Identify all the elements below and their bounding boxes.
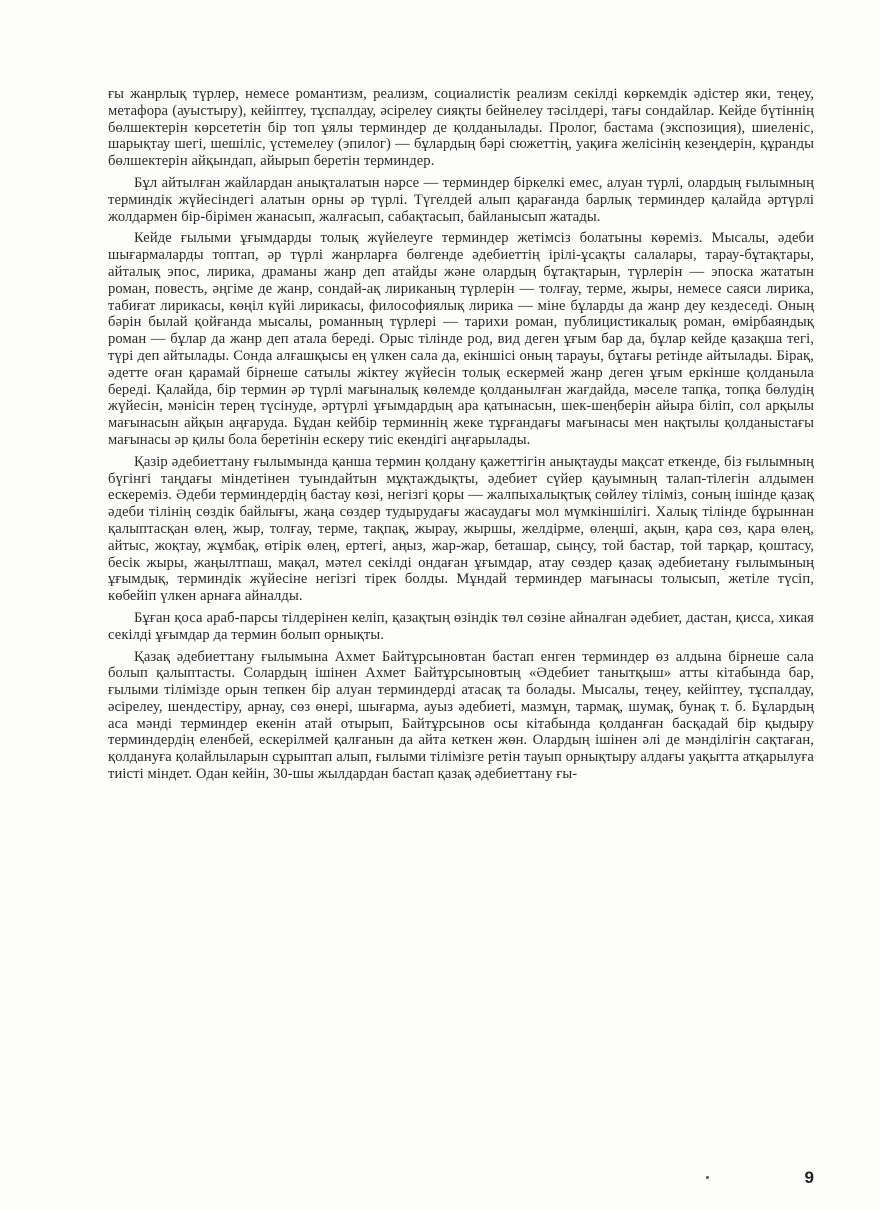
print-speck xyxy=(706,1176,709,1179)
paragraph-6: Қазақ әдебиеттану ғылымына Ахмет Байтұрсыновтан бастап енген терминдер өз алдына бірнеше сала болып қалыптасты. Солардың ішінен Ахмет Байтұрсыновтың «Әдебиет танытқыш» атты кітабында бар, ғылыми тілімізде орын тепкен бір алуан терминдерді атасақ та болады. Мысалы, теңеу, кейіптеу, тұспалдау, әсірелеу, шендестіру, арнау, сөз өнері, шығарма, ауыз әдебиеті, мазмұн, тармақ, шумақ, бунақ т. б. Бұлардың аса мәнді терминдер екенін атай отырып, Байтұрсынов осы кітабында қолданған басқадай бір қыдыру терминдердің еленбей, ескерілмей қалғанын да айта кеткен жөн. Олардың ішінен әлі де мәнділігін сақтаған, қолдануға қолайлыларын сұрыптап алып, ғылыми тілімізге ретін тауып орнықтыру алдағы уақытта атқарылуға тиісті міндет. Одан кейін, 30-шы жылдардан бастап қазақ әдебиеттану ғы- xyxy=(108,648,814,783)
paragraph-2: Бұл айтылған жайлардан анықталатын нәрсе — терминдер біркелкі емес, алуан түрлі, олардың ғылымның терминдік жүйесіндегі алатын орны әр түрлі. Түгелдей алып қарағанда барлық терминдер қалайда әртүрлі жолдармен бір-бірімен жанасып, жалғасып, сабақтасып, байланысып жатады. xyxy=(108,174,814,225)
paragraph-5: Бұған қоса араб-парсы тілдерінен келіп, қазақтың өзіндік төл сөзіне айналған әдебиет, дастан, қисса, хикая секілді ұғымдар да термин болып орнықты. xyxy=(108,609,814,643)
page-number: 9 xyxy=(804,1168,814,1187)
paragraph-4: Қазір әдебиеттану ғылымында қанша термин қолдану қажеттігін анықтауды мақсат еткенде, біз ғылымның бүгінгі таңдағы міндетінен туындайтын мұқтаждықты, әдебиет сүйер қауымның талап-тілегін алдымен ескереміз. Әдеби терминдердің бастау көзі, негізгі қоры — жалпыхалықтық сөйлеу тіліміз, соның ішінде қазақ әдеби тілінің сөздік байлығы, жаңа сөздер тудырудағы жасаудағы мол мүмкіншілігі. Халық тілінде бұрыннан қалыптасқан өлең, жыр, толғау, терме, тақпақ, жырау, жыршы, желдірме, өлеңші, ақын, қара сөз, қара өлең, айтыс, жоқтау, жұмбақ, өтірік өлең, ертегі, аңыз, жар-жар, беташар, сыңсу, той бастар, той тарқар, қоштасу, бесік жыры, жаңылтпаш, мақал, мәтел секілді ондаған ұғымдар, атау сөздер қазақ әдебиетану ғылымының ұғымдық, терминдік жүйесіне негізгі тірек болды. Мұндай терминдер мағынасы толысып, жетіле түсіп, көбейіп үлкен арнаға айналды. xyxy=(108,453,814,605)
paragraph-1: ғы жанрлық түрлер, немесе романтизм, реализм, социалистік реализм секілді көркемдік әдістер яки, теңеу, метафора (ауыстыру), кейіптеу, тұспалдау, әсірелеу сияқты бейнелеу тәсілдері, тағы сондайлар. Кейде бүтіннің бөлшектерін көрсететін бір топ ұялы терминдер де қолданылады. Пролог, бастама (экспозиция), шиеленіс, шарықтау шегі, шешіліс, үстемелеу (эпилог) — бұлардың бәрі сюжеттің, уақиға желісінің кезеңдерін, құранды бөлшектерін айқындап, айырып беретін терминдер. xyxy=(108,86,814,170)
paragraph-3: Кейде ғылыми ұғымдарды толық жүйелеуге терминдер жетімсіз болатыны көреміз. Мысалы, әдеби шығармаларды топтап, әр түрлі жанрларға бөлгенде әдебиеттің ірілі-ұсақты салалары, тарау-бұтақтары, айталық эпос, лирика, драманы жанр деп атайды және олардың бұтақтарын, түрлерін — эпоска жататын роман, повесть, әңгіме де жанр, сондай-ақ лириканың түрлерін — толғау, терме, жыры, немесе саяси лирика, табиғат лирикасы, көңіл күйі лирикасы, философиялық лирика — міне бұларды да жанр деу кездеседі. Оның бәрін былай қойғанда мысалы, романның түрлері — тарихи роман, публицистикалық роман, өмірбаяндық роман — бұлар да жанр деп атала береді. Орыс тілінде род, вид деген ұғым бар да, бұлар кейде қазақша тегі, түрі деп айтылады. Сонда алғашқысы ең үлкен сала да, екіншісі оның тарауы, бұтағы ретінде айтылады. Бірақ, әдетте оған қарамай бірнеше сатылы жіктеу жүйесін толық ескермей жанр деген ұғым еркінше қолданыла береді. Қалайда, бір термин әр түрлі мағыналық көлемде қолданылған жағдайда, мәселе тапқа, топқа бөлудің жүйесін, мәнісін терең түсінуде, әртүрлі ұғымдардың ара қатынасын, шек-шеңберін айыра біліп, сол арқылы мағынасын айқын аңғаруда. Бұдан кейбір терминнің жеке тұрғандағы мағынасы мен нақтылы қолданыстағы мағынасы әр қилы бола беретінін ескеру тиіс екендігі аңғарылады. xyxy=(108,230,814,448)
body-text xyxy=(108,86,814,788)
